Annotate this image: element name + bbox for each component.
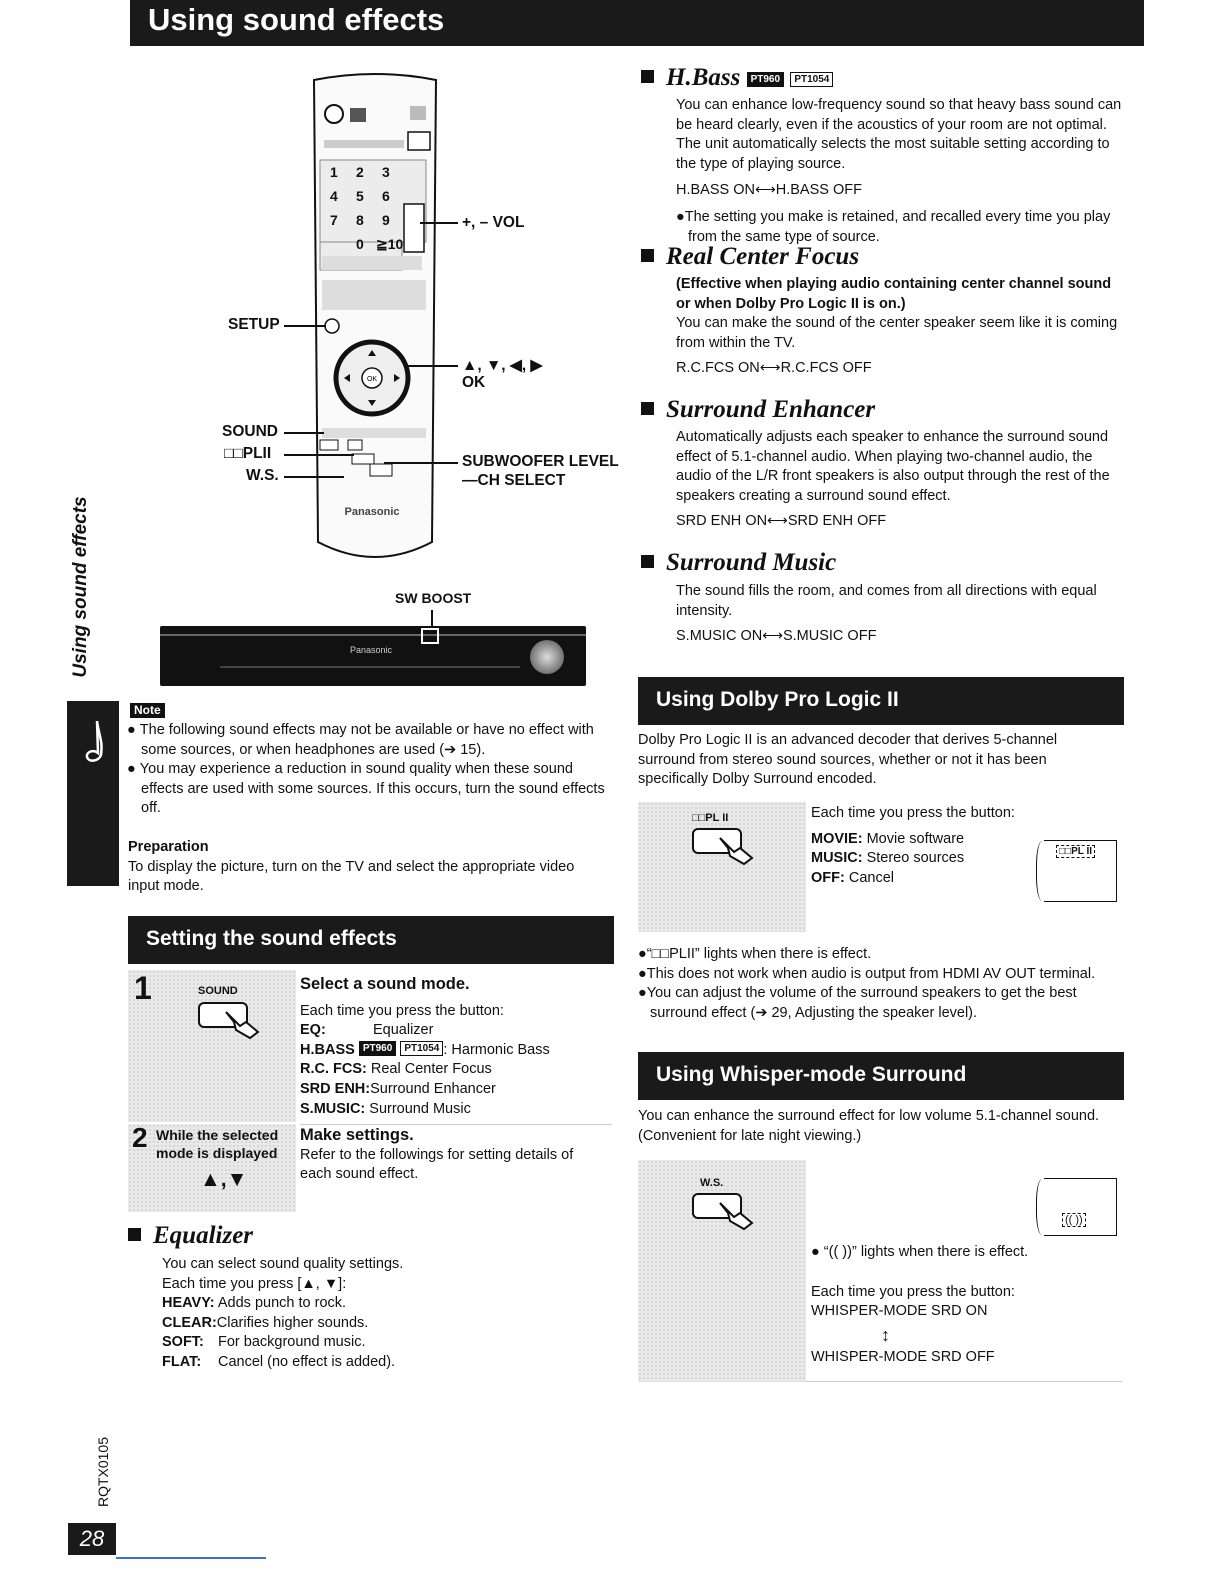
side-tab-label: Using sound effects: [70, 496, 91, 678]
srd-enh-toggle: SRD ENH ON⟷SRD ENH OFF: [676, 513, 887, 530]
note-item: ● You may experience a reduction in sound quality when these sound effects are used with some sources. If this occurs, turn the sound effects off.: [127, 761, 605, 817]
callout-subwoofer-level: SUBWOOFER LEVEL: [462, 453, 619, 470]
dolby-modes: [811, 804, 1041, 888]
equalizer-line2: Each time you press [▲, ▼]:: [162, 1275, 347, 1292]
remote-control: [310, 72, 440, 592]
whisper-button-label: W.S.: [700, 1177, 724, 1189]
whisper-body: [811, 1243, 1111, 1367]
step2-number: 2: [132, 1122, 148, 1153]
dolby-mode-movie: MOVIE: Movie software: [811, 830, 965, 847]
smusic-toggle: S.MUSIC ON⟷S.MUSIC OFF: [676, 628, 877, 645]
preparation: [128, 838, 608, 897]
whisper-intro: Each time you press the button:: [811, 1283, 1015, 1300]
mode-eq: EQ: Equalizer: [300, 1022, 434, 1039]
note-label: Note: [130, 703, 165, 718]
pressing-hand-icon: [716, 832, 756, 866]
callout-ok: OK: [462, 374, 486, 391]
whisper-display-indicator: [1044, 1178, 1117, 1236]
rcf-text: You can make the sound of the center speaker seem like it is coming from within the TV.: [676, 315, 1118, 351]
side-tab-block: [67, 701, 119, 886]
step1-button-label: SOUND: [198, 985, 238, 997]
equalizer-body: [162, 1255, 582, 1373]
step2-title: Make settings.: [300, 1126, 414, 1144]
equalizer-heading: Equalizer: [128, 1222, 253, 1250]
step1-intro: Each time you press the button:: [300, 1002, 504, 1019]
whisper-heading-bar: [638, 1052, 1124, 1100]
rcf-condition: (Effective when playing audio containing center channel sound or when Dolby Pro Logic II is on.): [676, 276, 1112, 312]
dolby-text: Dolby Pro Logic II is an advanced decoder that derives 5-channel surround from stereo sound sources, whether or not it has been specifically Dolby Surround encoded.: [638, 732, 1058, 788]
key-6: 6: [382, 188, 390, 204]
smusic-text: The sound fills the room, and comes from all directions with equal intensity.: [676, 583, 1097, 619]
unit-brand-label: Panasonic: [350, 645, 393, 655]
hbass-bullet: ●The setting you make is retained, and recalled every time you play from the same type of source.: [676, 208, 1111, 245]
callout-arrows: ▲, ▼, ◀, ▶: [462, 357, 543, 374]
dplii-display-text: □□PL II: [1056, 845, 1095, 858]
page-title: Using sound effects: [148, 2, 445, 37]
main-unit: [160, 626, 586, 686]
step1-title: Select a sound mode.: [300, 975, 470, 993]
key-3: 3: [382, 164, 390, 180]
whisper-bullet: ● “(( ))” lights when there is effect.: [811, 1244, 1029, 1260]
callout-sound: SOUND: [222, 423, 278, 440]
step2-condition-2: mode is displayed: [156, 1145, 278, 1161]
whisper-heading: Using Whisper-mode Surround: [656, 1063, 967, 1086]
pressing-hand-icon: [716, 1197, 756, 1231]
dolby-mode-off: OFF: Cancel: [811, 869, 894, 886]
rcf-body: [676, 275, 1126, 379]
hbass-text: You can enhance low-frequency sound so that heavy bass sound can be heard clearly, even if the acoustics of your room are not optimal. The unit automatically selects the most suitable setting according to the type of playing source.: [676, 97, 1122, 172]
dolby-mode-music: MUSIC: Stereo sources: [811, 850, 965, 867]
eq-flat: FLAT: Cancel (no effect is added).: [162, 1353, 396, 1370]
pressing-hand-icon: [222, 1006, 262, 1040]
dolby-bullets: [638, 945, 1118, 1023]
dolby-heading: Using Dolby Pro Logic II: [656, 688, 899, 711]
smusic-heading: Surround Music: [641, 549, 836, 577]
key-1: 1: [330, 164, 338, 180]
key-4: 4: [330, 188, 338, 204]
srd-enh-text: Automatically adjusts each speaker to enhance the surround sound effect of 5.1-channel audio. When playing two-channel audio, the audio of the L/R front speakers is also output through the rest of the speakers creating a surround sound effect.: [676, 429, 1110, 504]
mode-hbass: H.BASS PT960 PT1054 : Harmonic Bass: [300, 1041, 550, 1058]
preparation-text: To display the picture, turn on the TV and select the appropriate video input mode.: [128, 858, 575, 895]
step2-text: Refer to the followings for setting details of each sound effect.: [300, 1146, 574, 1183]
note-item: ● The following sound effects may not be available or have no effect with some sources, or when headphones are used (➔ 15).: [127, 722, 594, 758]
callout-vol: +, – VOL: [462, 214, 525, 231]
eq-clear: CLEAR:Clarifies higher sounds.: [162, 1314, 369, 1331]
whisper-text: You can enhance the surround effect for low volume 5.1-channel sound. (Convenient for late night viewing.): [638, 1108, 1100, 1144]
dolby-bullet: ●This does not work when audio is output from HDMI AV OUT terminal.: [638, 965, 1096, 982]
callout-dplii: □□PLII: [224, 445, 272, 462]
mode-rcfcs: R.C. FCS: Real Center Focus: [300, 1061, 492, 1078]
preparation-heading: Preparation: [128, 839, 209, 855]
key-2: 2: [356, 164, 364, 180]
step2-condition-1: While the selected: [156, 1127, 279, 1143]
page-number-box: [68, 1523, 116, 1555]
step2-arrows: ▲,▼: [200, 1168, 248, 1191]
step2-content: [300, 1126, 600, 1185]
callout-sw-boost: SW BOOST: [395, 590, 472, 606]
setting-heading: Setting the sound effects: [146, 927, 397, 950]
key-8: 8: [356, 212, 364, 228]
display-indicator: [1044, 840, 1117, 902]
mode-smusic: S.MUSIC: Surround Music: [300, 1100, 471, 1117]
rcf-heading: Real Center Focus: [641, 243, 859, 271]
key-10plus: ≧10: [376, 236, 404, 252]
hbass-toggle: H.BASS ON⟷H.BASS OFF: [676, 182, 862, 199]
note-list: [127, 721, 617, 819]
key-5: 5: [356, 188, 364, 204]
equalizer-line1: You can select sound quality settings.: [162, 1256, 404, 1272]
key-7: 7: [330, 212, 338, 228]
step1-number: 1: [134, 970, 152, 1006]
key-0: 0: [356, 236, 364, 252]
whisper-off: WHISPER-MODE SRD OFF: [811, 1348, 995, 1365]
dolby-intro: Each time you press the button:: [811, 805, 1015, 821]
remote-brand-label: Panasonic: [344, 506, 400, 518]
dolby-heading-bar: [638, 677, 1124, 725]
svg-text:OK: OK: [366, 376, 378, 383]
dolby-button-label: □□PL II: [692, 812, 729, 824]
dolby-bullet: ●You can adjust the volume of the surround speakers to get the best surround effect (➔ 29, Adjusting the speaker level).: [638, 985, 1077, 1021]
volume-knob-icon: [530, 640, 564, 674]
hbass-body: [676, 96, 1126, 247]
eq-soft: SOFT: For background music.: [162, 1334, 366, 1351]
model-code: RQTX0105: [95, 1436, 111, 1508]
page-title-bar: [130, 0, 1144, 46]
callout-ch-select: —CH SELECT: [462, 472, 566, 489]
callout-ws: W.S.: [246, 467, 279, 484]
mode-srdenh: SRD ENH:Surround Enhancer: [300, 1080, 496, 1097]
whisper-display-text: (( )): [1062, 1213, 1086, 1227]
hbass-heading: H.Bass PT960 PT1054: [641, 64, 833, 92]
whisper-arrow: ↕: [881, 1324, 890, 1345]
rcf-toggle: R.C.FCS ON⟷R.C.FCS OFF: [676, 360, 872, 377]
whisper-on: WHISPER-MODE SRD ON: [811, 1303, 988, 1320]
srd-enh-heading: Surround Enhancer: [641, 396, 875, 424]
music-note-icon: [67, 711, 119, 771]
sw-boost-button-icon: [421, 628, 439, 644]
page-number: 28: [79, 1526, 105, 1551]
smusic-body: [676, 582, 1126, 647]
setting-heading-bar: [128, 916, 614, 964]
step1-content: [300, 975, 600, 1119]
dolby-bullet: ●“□□PLII” lights when there is effect.: [638, 946, 872, 962]
callout-setup: SETUP: [228, 316, 280, 333]
key-9: 9: [382, 212, 390, 228]
eq-heavy: HEAVY: Adds punch to rock.: [162, 1295, 347, 1312]
srd-enh-body: [676, 428, 1126, 532]
